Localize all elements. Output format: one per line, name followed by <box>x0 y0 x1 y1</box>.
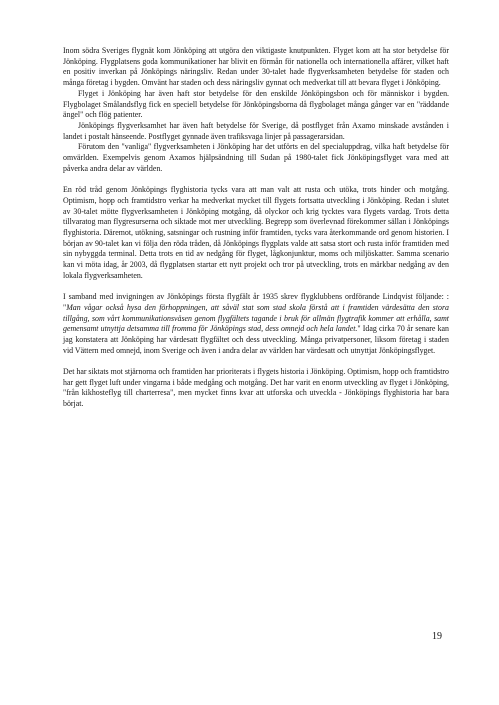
paragraph: Jönköpings flygverksamhet har även haft betydelse för Sverige, då postflyget från Axamo minskade avstånden i landet i postalt hänseende. Postflyget gynnade även trafiksvaga linjer på passagerarsidan. <box>63 120 449 141</box>
paragraph: Inom södra Sveriges flygnät kom Jönköping att utgöra den viktigaste knutpunkten. Flyget kom att ha stor betydelse för Jönköping. Flygplatsens goda kommunikationer har blivit en förmån för nationella och internationella affärer, vilket haft en positiv inverkan på Jönköpings näringsliv. Redan under 30-talet hade flygverksamheten betydelse för staden och många företag i bygden. Omvänt har staden och dess näringsliv gynnat och medverkat till att bevara flyget i Jönköping. <box>63 46 449 88</box>
quote-followup: " Idag cirka 70 år senare kan jag konstatera att Jönköping har värdesatt flygfältet och dess utveckling. Många privatpersoner, liksom företag i staden vid Vättern med omnejd, inom Sverige och även i andra delar av världen har värdesatt och utnyttjat Jönköpingsflyget. <box>63 324 449 355</box>
paragraph: Flyget i Jönköping har även haft stor betydelse för den enskilde Jönköpingsbon och för människor i bygden. Flygbolaget Smålandsflyg fick en speciell betydelse för Jönköpingsborna då flygbolaget många gånger var en "räddande ängel" och flög patienter. <box>63 88 449 120</box>
body-text <box>63 46 449 410</box>
quote-intro: I samband med invigningen av Jönköpings första flygfält år 1935 skrev flygklubbens ordförande Lindqvist följande: : " <box>63 292 449 312</box>
paragraph: En röd tråd genom Jönköpings flyghistoria tycks vara att man valt att rusta och utöka, trots hinder och motgång. Optimism, hopp och framtidstro verkar ha medverkat mycket till flygets fortsatta utveckling i Jönköping. Redan i slutet av 30-talet mötte flygverksamheten i Jönköping motgång, då olyckor och krig tycktes vara flygets vardag. Trots detta tillvaratog man flygresurserna och siktade mot mer utveckling. Begrepp som överlevnad förekommer sällan i Jönköpings flyghistoria. Däremot, utökning, satsningar och rustning inför framtiden, tycks vara återkommande ord genom historien. I början av 90-talet kan vi följa den röda tråden, då Jönköpings flygplats valde att satsa stort och rusta inför framtiden med sin nybyggda terminal. Detta trots en tid av nedgång för flyget, lågkonjunktur, moms och miljöskatter. Samma scenario kan vi möta idag, år 2003, då flygplatsen startar ett nytt projekt och tror på utveckling, trots en märkbar nedgång av den lokala flygverksamheten. <box>63 185 449 280</box>
paragraph: Förutom den "vanliga" flygverksamheten i Jönköping har det utförts en del specialuppdrag, vilka haft betydelse för omvärlden. Exempelvis genom Axamos hjälpsändning till Sudan på 1980-talet fick Jönköpingsflyget vara med att påverka andra delar av världen. <box>63 142 449 173</box>
paragraph: Det har siktats mot stjärnorna och framtiden har prioriterats i flygets historia i Jönköping. Optimism, hopp och framtidstro har gett flyget luft under vingarna i både medgång och motgång. Det har varit en enorm utveckling av flyget i Jönköping, "från kikhosteflyg till charterresa", men mycket finns kvar att utforska och utveckla - Jönköpings flyghistoria har bara börjat. <box>63 367 449 409</box>
page-number: 19 <box>432 631 442 642</box>
quotation: Man vågar också hysa den förhoppningen, att såväl stat som stad skola förstå att i framtiden värdesätta den stora tillgång, som vårt kommunikationsväsen genom flygfältets tagande i bruk för allmän flygtrafik kommer att erhålla, samt gemensamt utnyttja detsamma till fromma för Jönköpings stad, dess omnejd och hela landet. <box>63 302 449 334</box>
paragraph-with-quote <box>63 292 449 356</box>
